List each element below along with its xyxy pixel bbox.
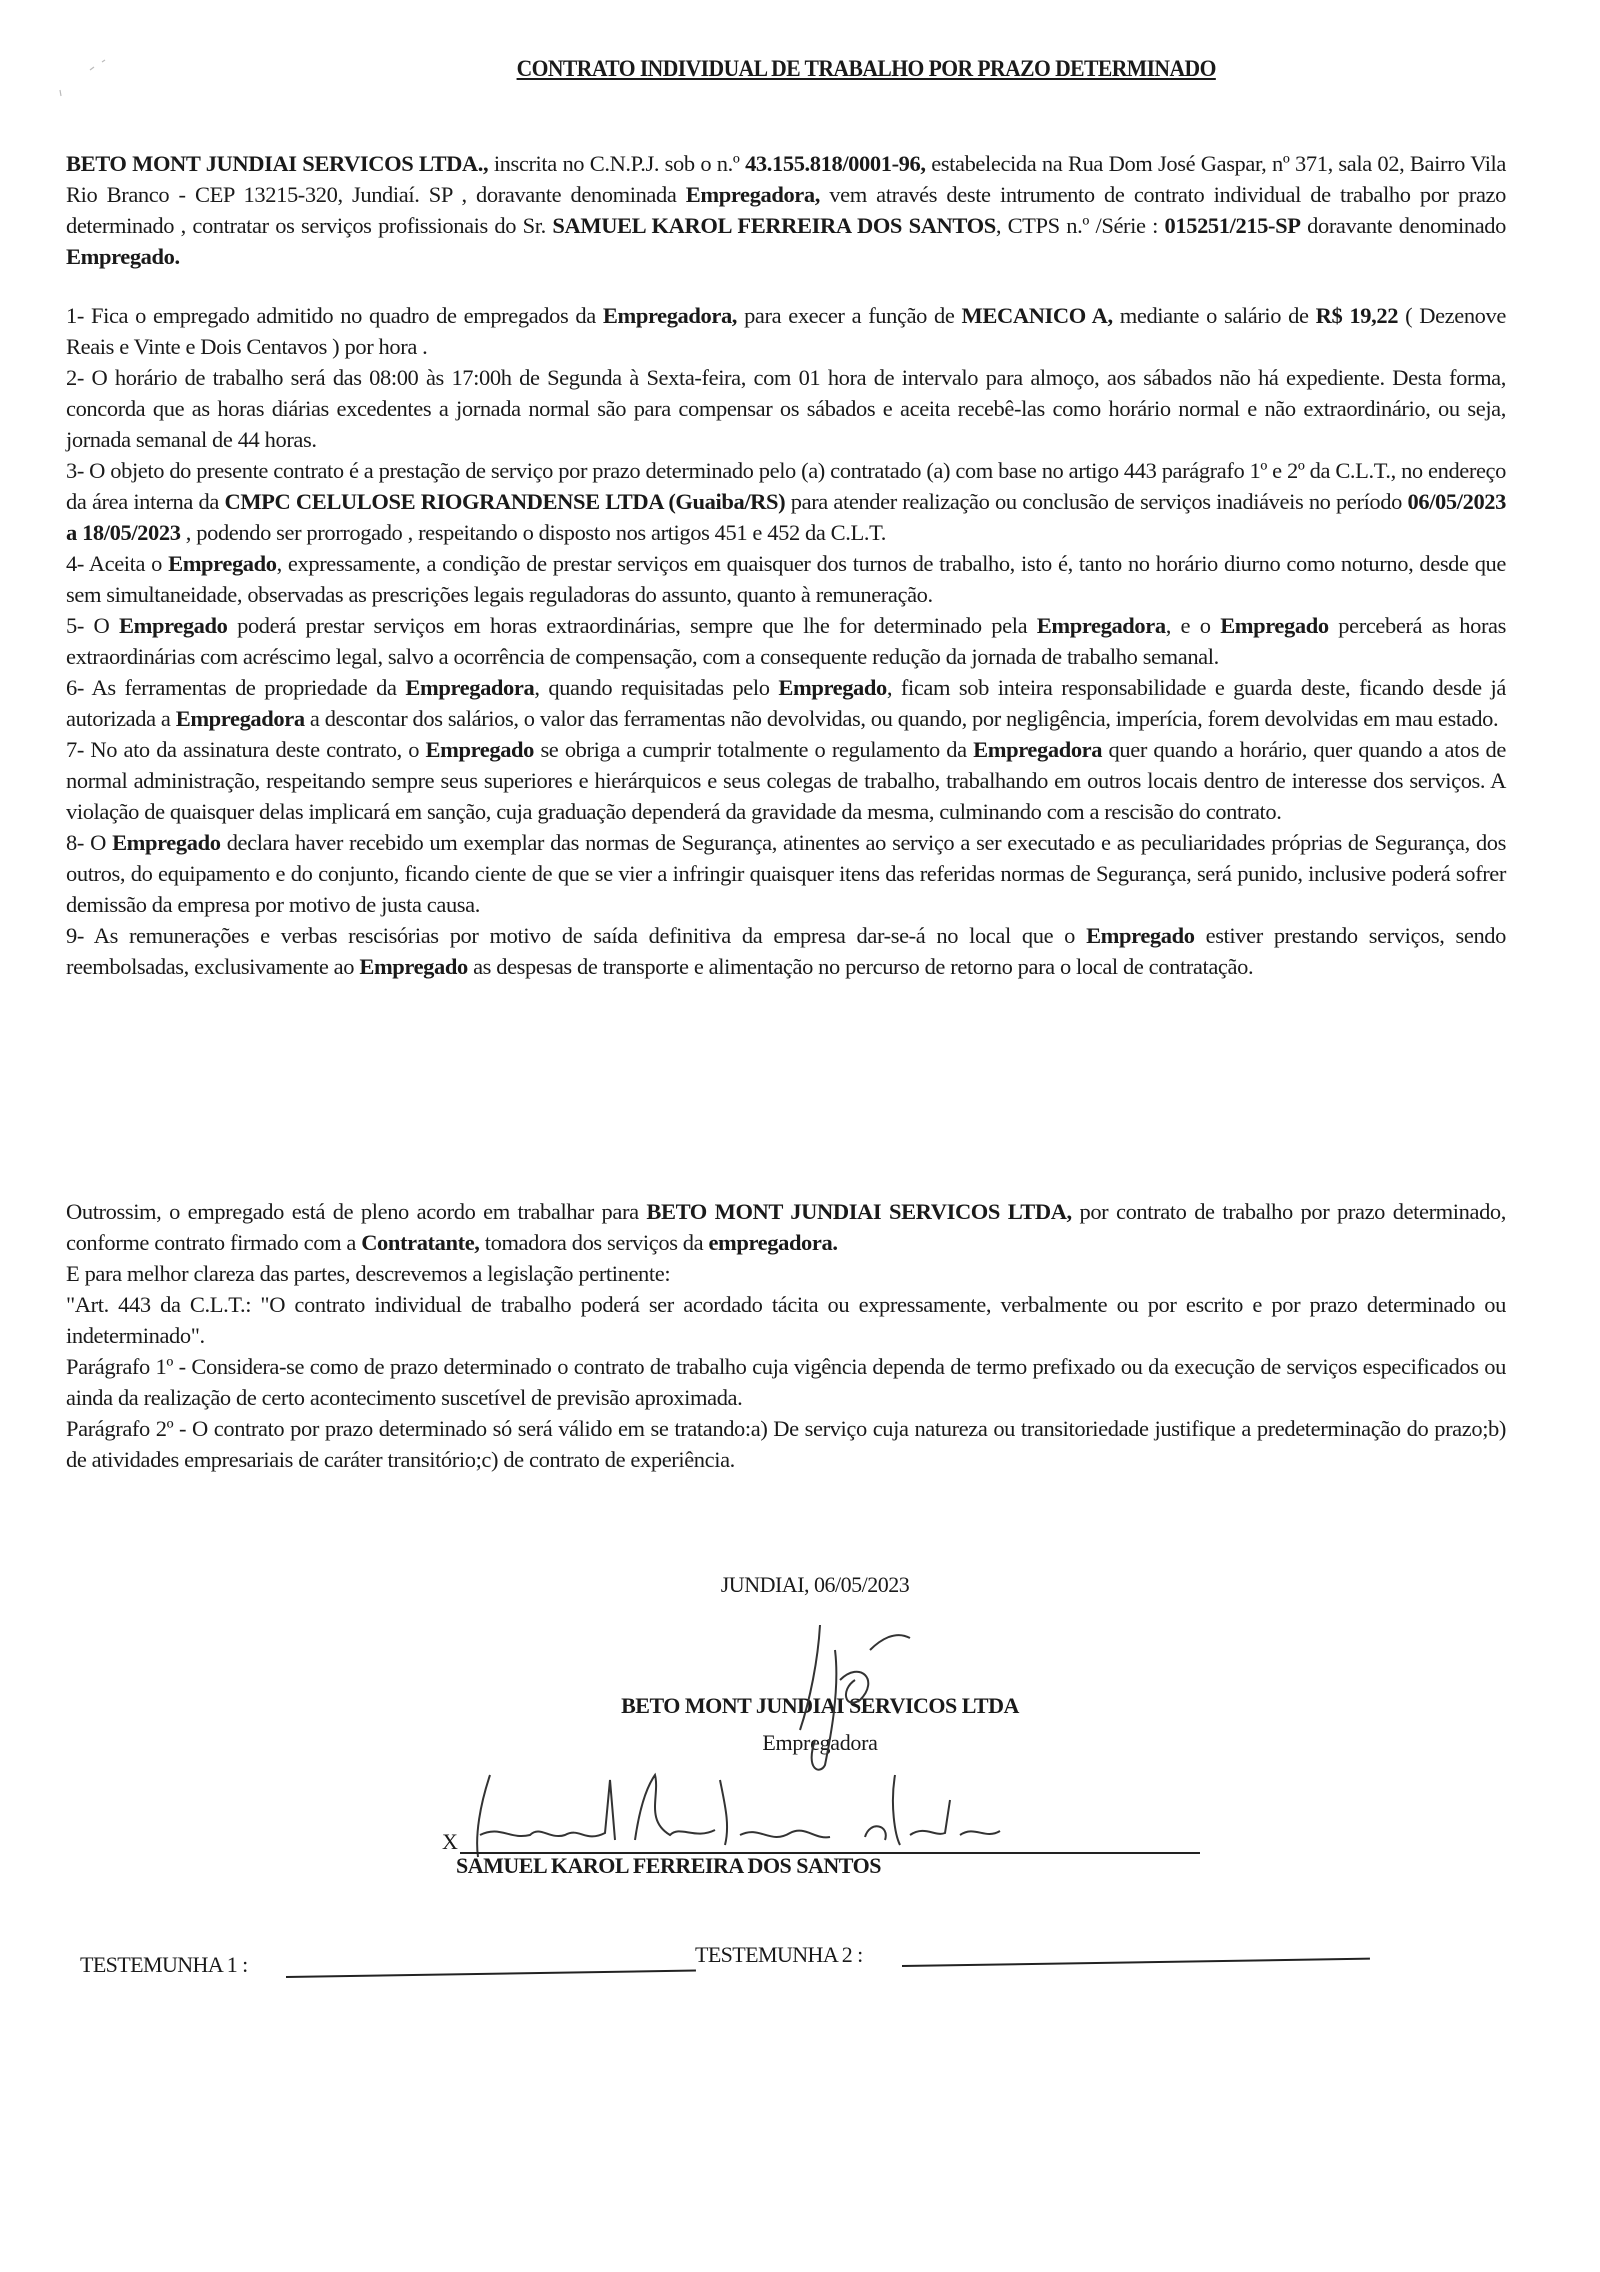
clause-5 <box>66 610 1506 672</box>
employee-signature-icon <box>470 1765 1030 1865</box>
clauses <box>66 300 1506 982</box>
text-segment: Empregadora <box>405 675 535 700</box>
witness-1-label: TESTEMUNHA 1 : <box>80 1952 248 1977</box>
text-segment: tomadora dos serviços da <box>479 1230 709 1255</box>
text-segment: , quando requisitadas pelo <box>534 675 779 700</box>
text-segment: 4- Aceita o <box>66 551 169 576</box>
text-segment: por contrato de trabalho por prazo determinado, conforme contrato firmado com a <box>66 1199 1507 1255</box>
text-segment: Contratante, <box>361 1230 480 1255</box>
text-segment: BETO MONT JUNDIAI SERVICOS LTDA, <box>646 1199 1072 1224</box>
text-segment: estiver prestando serviços, sendo reembolsadas, exclusivamente ao <box>66 923 1507 979</box>
cnpj-number: 43.155.818/0001-96, <box>745 151 926 176</box>
text-segment: , expressamente, a condição de prestar serviços em quaisquer dos turnos de trabalho, isto é, tanto no horário diurno como noturno, desde que sem simultaneidade, observadas as prescrições legais reguladoras do assunto, quanto à remuneração. <box>66 551 1506 607</box>
text-segment: Empregadora <box>1036 613 1166 638</box>
contract-period: 06/05/2023 a 18/05/2023 <box>66 489 1507 545</box>
text-segment: Empregado <box>1086 923 1195 948</box>
text-segment: 5- O <box>66 613 119 638</box>
witness-2-signature-line[interactable] <box>902 1958 1370 1967</box>
intro-text: vem através deste intrumento de contrato individual de trabalho por prazo determinado , contratar os serviços profissionais do Sr. <box>66 182 1506 238</box>
text-segment: Empregado <box>119 613 228 638</box>
intro-text: estabelecida na Rua Dom José Gaspar, nº 371, sala 02, Bairro Vila Rio Branco - CEP 13215-320, Jundiaí. SP , doravante denominada <box>66 151 1506 207</box>
place-date: JUNDIAI, 06/05/2023 <box>720 1572 910 1597</box>
text-segment: 9- As remunerações e verbas rescisórias por motivo de saída definitiva da empresa dar-se-á no local que o <box>66 923 1087 948</box>
text-segment: poderá prestar serviços em horas extraordinárias, sempre que lhe for determinado pela <box>227 613 1037 638</box>
text-segment: 3- O objeto do presente contrato é a prestação de serviço por prazo determinado pelo (a) contratado (a) com base no artigo 443 parágrafo 1º e 2º da C.L.T., no endereço da área interna da <box>66 458 1506 514</box>
text-segment: mediante o salário de <box>1112 303 1316 328</box>
text-segment: Empregadora, <box>602 303 738 328</box>
ctps-number: 015251/215-SP <box>1164 213 1301 238</box>
text-segment: , e o <box>1165 613 1221 638</box>
legislation-intro: E para melhor clareza das partes, descrevemos a legislação pertinente: <box>66 1261 671 1286</box>
clause-3 <box>66 455 1506 548</box>
witness-2-label: TESTEMUNHA 2 : <box>695 1942 863 1967</box>
intro-text: doravante denominado <box>1300 213 1506 238</box>
text-segment: para atender realização ou conclusão de serviços inadiáveis no período <box>785 489 1408 514</box>
company-signature-role: Empregadora <box>762 1730 878 1755</box>
closing-section <box>66 1196 1506 1475</box>
clause-8 <box>66 827 1506 920</box>
employee-signature-name: SAMUEL KAROL FERREIRA DOS SANTOS <box>456 1853 881 1878</box>
clause-6 <box>66 672 1506 734</box>
paragraph-1: Parágrafo 1º - Considera-se como de prazo determinado o contrato de trabalho cuja vigência dependa de termo prefixado ou da execução de serviços especificados ou ainda da realização de certo acontecimento suscetível de previsão aproximada. <box>66 1354 1506 1410</box>
text-segment: Empregado <box>778 675 887 700</box>
scan-artifact-icon <box>50 40 150 120</box>
text-segment: 7- No ato da assinatura deste contrato, o <box>66 737 426 762</box>
intro-paragraph <box>66 148 1506 272</box>
agreement-paragraph <box>66 1196 1506 1258</box>
witness-1-signature-line[interactable] <box>286 1970 696 1978</box>
text-segment: ( Dezenove Reais e Vinte e Dois Centavos ) por hora . <box>66 303 1506 359</box>
text-segment: Empregado <box>168 551 277 576</box>
signature-x-mark: X <box>442 1829 458 1854</box>
intro-text: inscrita no C.N.P.J. sob o n.º <box>488 151 746 176</box>
article-443: "Art. 443 da C.L.T.: "O contrato individual de trabalho poderá ser acordado tácita ou expressamente, verbalmente ou por escrito e por prazo determinado ou indeterminado". <box>66 1292 1506 1348</box>
clause-4 <box>66 548 1506 610</box>
employer-term: Empregadora, <box>685 182 820 207</box>
salary: R$ 19,22 <box>1315 303 1399 328</box>
client-company: CMPC CELULOSE RIOGRANDENSE LTDA (Guaiba/RS) <box>224 489 786 514</box>
document-title: CONTRATO INDIVIDUAL DE TRABALHO POR PRAZO DETERMINADO <box>516 56 1216 81</box>
text-segment: empregadora. <box>708 1230 838 1255</box>
text-segment: 1- Fica o empregado admitido no quadro de empregados da <box>66 303 603 328</box>
employee-name: SAMUEL KAROL FERREIRA DOS SANTOS <box>552 213 996 238</box>
text-segment: , podendo ser prorrogado , respeitando o disposto nos artigos 451 e 452 da C.L.T. <box>180 520 886 545</box>
text-segment: a descontar dos salários, o valor das ferramentas não devolvidas, ou quando, por negligência, imperícia, forem devolvidas em mau estado. <box>304 706 1499 731</box>
paragraph-2: Parágrafo 2º - O contrato por prazo determinado só será válido em se tratando:a) De serviço cuja natureza ou transitoriedade justifique a predeterminação do prazo;b) de atividades empresariais de caráter transitório;c) de contrato de experiência. <box>66 1416 1506 1472</box>
clause-2: 2- O horário de trabalho será das 08:00 às 17:00h de Segunda à Sexta-feira, com 01 hora de intervalo para almoço, aos sábados não há expediente. Desta forma, concorda que as horas diárias excedentes a jornada normal são para compensar os sábados e aceita recebê-las como horário normal e não extraordinário, ou seja, jornada semanal de 44 horas. <box>66 365 1506 452</box>
text-segment: para execer a função de <box>737 303 962 328</box>
job-role: MECANICO A, <box>961 303 1113 328</box>
text-segment: se obriga a cumprir totalmente o regulamento da <box>534 737 974 762</box>
text-segment: 6- As ferramentas de propriedade da <box>66 675 406 700</box>
clause-9 <box>66 920 1506 982</box>
text-segment: Empregadora <box>175 706 305 731</box>
text-segment: Empregado <box>1220 613 1329 638</box>
employee-term: Empregado. <box>66 244 180 269</box>
text-segment: quer quando a horário, quer quando a atos de normal administração, respeitando sempre seus superiores e hierárquicos e seus colegas de trabalho, trabalhando em outros locais dentro de interesse dos serviços. A violação de quaisquer delas implicará em sanção, cuja graduação dependerá da gravidade da mesma, culminando com a rescisão do contrato. <box>66 737 1506 824</box>
text-segment: Empregado <box>359 954 468 979</box>
text-segment: Outrossim, o empregado está de pleno acordo em trabalhar para <box>66 1199 647 1224</box>
clause-1 <box>66 300 1506 362</box>
employer-signature-icon <box>780 1620 940 1780</box>
text-segment: declara haver recebido um exemplar das normas de Segurança, atinentes ao serviço a ser executado e as peculiaridades próprias de Segurança, dos outros, do equipamento e do conjunto, ficando ciente de que se vier a infringir quaisquer itens das referidas normas de Segurança, será punido, inclusive poderá sofrer demissão da empresa por motivo de justa causa. <box>66 830 1507 917</box>
text-segment: 8- O <box>66 830 113 855</box>
intro-text: , CTPS n.º /Série : <box>995 213 1165 238</box>
text-segment: , ficam sob inteira responsabilidade e guarda deste, ficando desde já autorizada a <box>66 675 1506 731</box>
company-signature-name: BETO MONT JUNDIAI SERVICOS LTDA <box>621 1693 1019 1718</box>
text-segment: Empregado <box>112 830 221 855</box>
text-segment: perceberá as horas extraordinárias com acréscimo legal, salvo a ocorrência de compensação, com a consequente redução da jornada de trabalho semanal. <box>66 613 1506 669</box>
text-segment: Empregado <box>425 737 535 762</box>
clause-7 <box>66 734 1506 827</box>
company-name: BETO MONT JUNDIAI SERVICOS LTDA., <box>66 151 489 176</box>
text-segment: as despesas de transporte e alimentação no percurso de retorno para o local de contratação. <box>467 954 1254 979</box>
text-segment: Empregadora <box>973 737 1103 762</box>
